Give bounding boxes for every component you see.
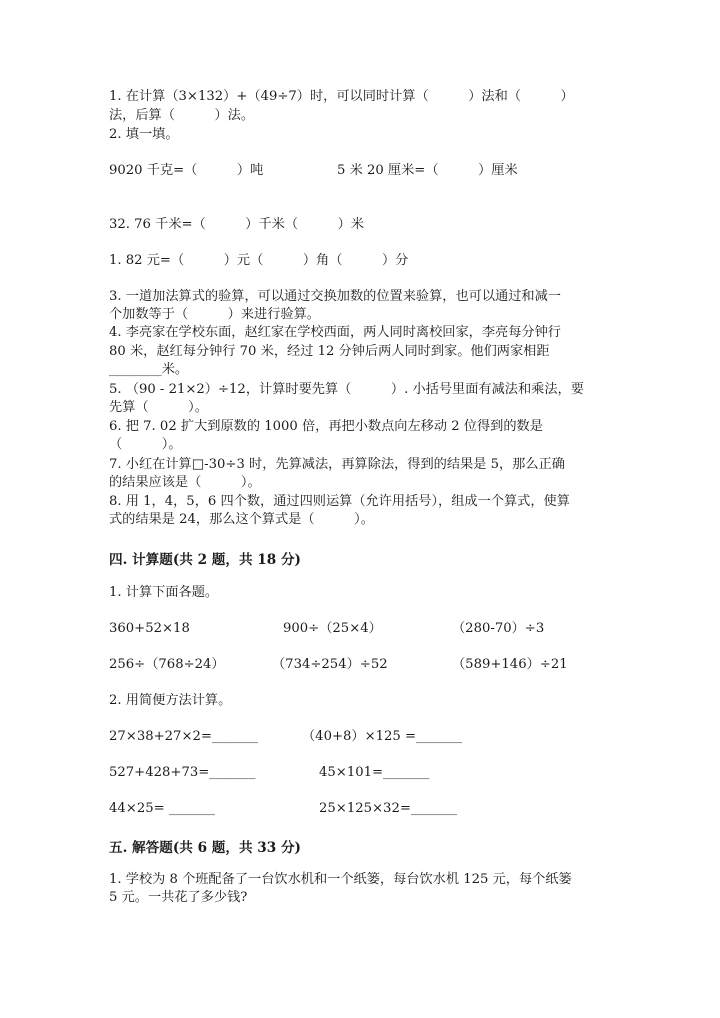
q4-1-prompt: 1. 计算下面各题。 xyxy=(109,585,219,600)
easy-1-1: 27×38+27×2=_______ xyxy=(109,729,259,744)
q3-7-line1: 7. 小红在计算□-30÷3 时，先算减法，再算除法，得到的结果是 5，那么正确 xyxy=(109,457,565,472)
calc-2-1: 256÷（768÷24） xyxy=(109,657,225,672)
calc-2-2: （734÷254）÷52 xyxy=(272,657,388,672)
q3-6-line2: （ ）。 xyxy=(109,437,182,452)
fill-item-d: 1. 82 元=（ ）元（ ）角（ ）分 xyxy=(109,253,409,268)
fill-item-a: 9020 千克=（ ）吨 xyxy=(109,163,264,178)
calc-1-2: 900÷（25×4） xyxy=(283,621,382,636)
q4-2-prompt: 2. 用简便方法计算。 xyxy=(109,693,232,708)
calc-1-1: 360+52×18 xyxy=(109,621,190,636)
q3-2-prompt: 2. 填一填。 xyxy=(109,127,179,142)
q5-1-line2: 5 元。一共花了多少钱? xyxy=(109,890,248,905)
q3-1-line1: 1. 在计算（3×132）+（49÷7）时，可以同时计算（ ）法和（ ） xyxy=(109,89,574,104)
q3-3-line2: 个加数等于（ ）来进行验算。 xyxy=(109,307,320,322)
q3-8-line1: 8. 用 1，4，5，6 四个数，通过四则运算（允许用括号），组成一个算式，使算 xyxy=(109,494,570,509)
q3-4-line1: 4. 李亮家在学校东面，赵红家在学校西面，两人同时离校回家，李亮每分钟行 xyxy=(109,325,561,340)
calc-1-3: （280-70）÷3 xyxy=(452,621,545,636)
q3-1-line2: 法，后算（ ）法。 xyxy=(109,108,255,123)
q5-1-line1: 1. 学校为 8 个班配备了一台饮水机和一个纸篓，每台饮水机 125 元，每个纸篓 xyxy=(109,872,572,887)
q3-4-line3: ________米。 xyxy=(109,362,189,377)
q3-5-line1: 5. （90 - 21×2）÷12，计算时要先算（ ）. 小括号里面有减法和乘法，要 xyxy=(109,382,584,397)
q3-6-line1: 6. 把 7. 02 扩大到原数的 1000 倍，再把小数点向左移动 2 位得到的数是 xyxy=(109,419,543,434)
section-4-title: 四. 计算题(共 2 题，共 18 分) xyxy=(109,552,301,568)
section-5-title: 五. 解答题(共 6 题，共 33 分) xyxy=(109,840,301,856)
easy-2-1: 527+428+73=_______ xyxy=(109,765,256,780)
easy-1-2: （40+8）×125 =_______ xyxy=(302,729,463,744)
easy-3-1: 44×25= _______ xyxy=(109,801,216,816)
q3-8-line2: 式的结果是 24，那么这个算式是（ ）。 xyxy=(109,512,374,527)
q3-5-line2: 先算（ ）。 xyxy=(109,400,208,415)
q3-4-line2: 80 米，赵红每分钟行 70 米，经过 12 分钟后两人同时到家。他们两家相距 xyxy=(109,344,550,359)
q3-7-line2: 的结果应该是（ ）。 xyxy=(109,475,261,490)
fill-item-b: 5 米 20 厘米=（ ）厘米 xyxy=(337,163,518,178)
q3-3-line1: 3. 一道加法算式的验算，可以通过交换加数的位置来验算，也可以通过和减一 xyxy=(109,289,561,304)
calc-2-3: （589+146）÷21 xyxy=(452,657,568,672)
fill-item-c: 32. 76 千米=（ ）千米（ ）米 xyxy=(109,217,364,232)
easy-2-2: 45×101=_______ xyxy=(319,765,430,780)
easy-3-2: 25×125×32=_______ xyxy=(319,801,458,816)
